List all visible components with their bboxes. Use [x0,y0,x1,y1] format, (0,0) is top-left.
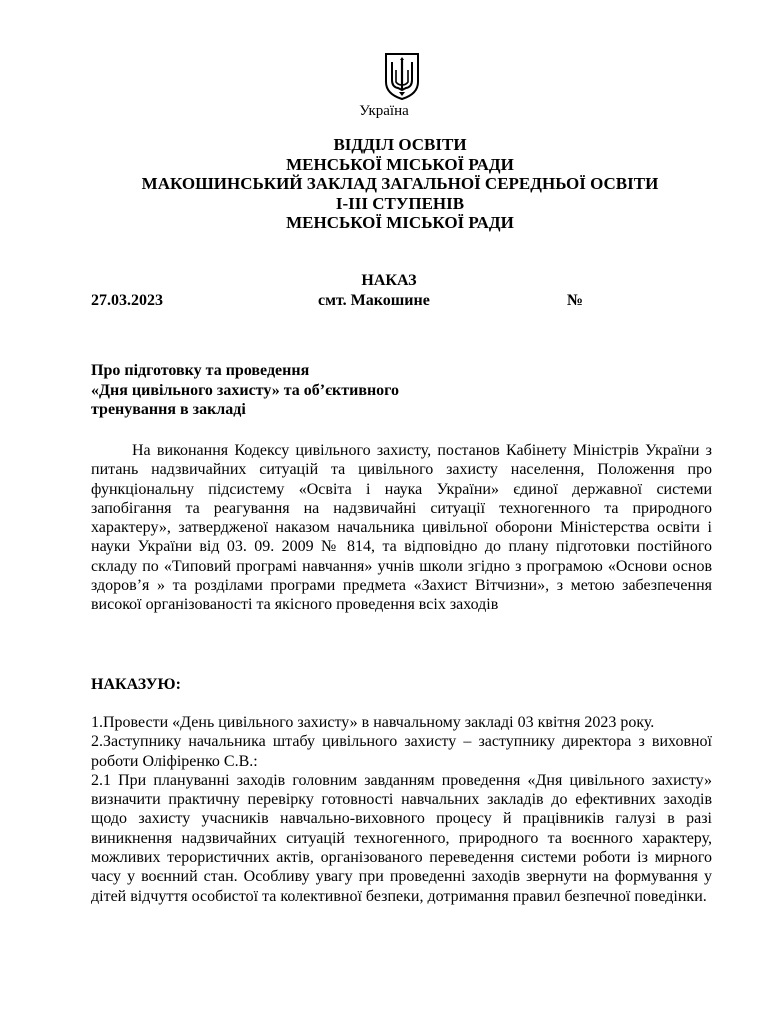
order-title: НАКАЗ [361,272,417,289]
order-item: 2.1 При плануванні заходів головним завданням проведення «Дня цивільного захисту» визначити практичну перевірку готовності навчальних закладів до ефективних заходів щодо захисту учасників навчально-виховного процесу й працівників галузі в разі виникнення надзвичайних ситуацій техногенного, природного та воєнного характеру, можливих терористичних актів, організованого переведення системи роботи із мирного часу у воєнний стан. Особливу увагу при проведенні заходів звернути на формування у дітей відчуття особистої та колективної безпеки, дотримання правил безпечної поведінки. [91,771,712,905]
header-line: МЕНСЬКОЇ МІСЬКОЇ РАДИ [286,154,514,174]
header-line: ВІДДІЛ ОСВІТИ [333,135,467,154]
preamble-paragraph: На виконання Кодексу цивільного захисту, постанов Кабінету Міністрів України з питань надзвичайних ситуацій та цивільного захисту населення, Положення про функціональну підсистему «Освіта і наука України» єдиної державної системи запобігання та реагування на надзвичайні ситуації техногенного та природного характеру», затвердженої наказом начальника цивільної оборони Міністерства освіти і науки України від 03. 09. 2009 № 814, та відповідно до плану підготовки постійного складу по «Типовий програмі навчання» учнів школи згідно з програмою «Основи основ здоров’я » та розділами програми предмета «Захист Вітчизни», з метою забезпечення високої організованості та якісного проведення всіх заходів [91,442,712,614]
header-line: І-ІІІ СТУПЕНІВ [335,193,465,213]
order-subject [91,361,511,420]
country-label: Україна [359,103,409,119]
order-item: 1.Провести «День цивільного захисту» в навчальному закладі 03 квітня 2023 року. [91,714,655,731]
subject-line: тренування в закладі [91,401,246,418]
institution-header [60,135,740,233]
order-place: смт. Макошине [318,292,430,309]
order-word: НАКАЗУЮ: [91,676,181,693]
trident-coat-of-arms-icon [384,52,420,100]
order-number-label: № [567,292,584,309]
subject-line: Про підготовку та проведення [91,362,310,379]
order-items [91,713,712,906]
header-line: МЕНСЬКОЇ МІСЬКОЇ РАДИ [286,213,514,232]
subject-line: «Дня цивільного захисту» та об’єктивного [91,381,400,399]
order-date: 27.03.2023 [91,292,163,309]
header-line: МАКОШИНСЬКИЙ ЗАКЛАД ЗАГАЛЬНОЇ СЕРЕДНЬОЇ ОСВІТИ [141,174,659,193]
order-item: 2.Заступнику начальника штабу цивільного захисту – заступнику директора з виховної роботи Оліфіренко С.В.: [91,733,712,770]
